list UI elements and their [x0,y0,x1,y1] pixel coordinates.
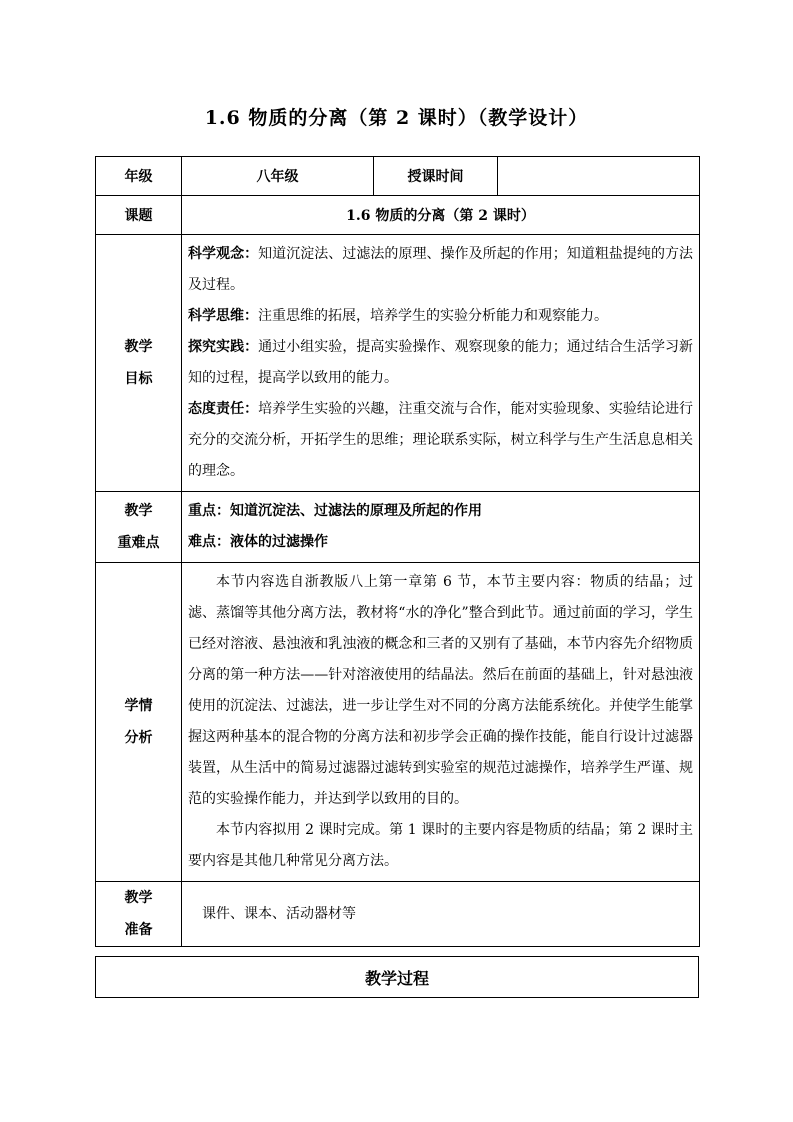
goals-label-line2: 目标 [124,371,153,387]
goal-text: 注重思维的拓展，培养学生的实验分析能力和观察能力。 [258,308,608,324]
analysis-paragraph-1: 本节内容选自浙教版八上第一章第 6 节，本节主要内容：物质的结晶；过滤、蒸馏等其他分离方法，教材将“水的净化”整合到此节。通过前面的学习，学生已经对溶液、悬浊液和乳浊液的概念和三者的又别有了基础，本节内容先介绍物质分离的第一种方法——针对溶液使用的结晶法。然后在前面的基础上，针对悬浊液使用的沉淀法、过滤法，进一步让学生对不同的分离方法能系统化。并使学生能掌握这两种基本的混合物的分离方法和初步学会正确的操作技能，能自行设计过滤器装置，从生活中的简易过滤器过滤转到实验室的规范过滤操作，培养学生严谨、规范的实验操作能力，并达到学以致用的目的。 [188,574,693,807]
prep-label-line2: 准备 [124,922,153,938]
goal-text: 通过小组实验，提高实验操作、观察现象的能力；通过结合生活学习新知的过程，提高学以致用的能力。 [188,339,694,386]
goal-head: 科学观念： [188,246,259,262]
analysis-label-line1: 学情 [124,698,153,714]
analysis-paragraph-2: 本节内容拟用 2 课时完成。第 1 课时的主要内容是物质的结晶；第 2 课时主要内容是其他几种常见分离方法。 [188,822,693,869]
grade-row [96,157,700,196]
key-label-line2: 重难点 [117,535,160,551]
topic-row [96,196,700,235]
goal-item [188,332,693,394]
goal-head: 探究实践： [188,339,259,355]
key-points-row [96,492,700,563]
goal-item [188,301,693,332]
time-label: 授课时间 [374,157,498,196]
key-label-line1: 教学 [124,503,153,519]
goal-head: 态度责任： [188,401,259,417]
analysis-label-line2: 分析 [124,730,153,746]
goal-text: 培养学生实验的兴趣，注重交流与合作，能对实验现象、实验结论进行充分的交流分析，开拓学生的思维；理论联系实际，树立科学与生产生活息息相关的理念。 [188,401,694,479]
preparation-content: 课件、课本、活动器材等 [182,882,700,947]
goal-item [188,394,693,487]
analysis-row [96,563,700,882]
preparation-label [96,882,182,947]
analysis-content [182,563,700,882]
lesson-plan-table [95,156,700,947]
grade-label: 年级 [96,157,182,196]
goal-text: 知道沉淀法、过滤法的原理、操作及所起的作用；知道粗盐提纯的方法及过程。 [188,246,694,293]
time-value [498,157,700,196]
goals-label-line1: 教学 [124,339,153,355]
key-point: 重点：知道沉淀法、过滤法的原理及所起的作用 [188,503,482,519]
topic-label: 课题 [96,196,182,235]
difficult-point: 难点：液体的过滤操作 [188,534,328,550]
goal-head: 科学思维： [188,308,258,324]
goals-row [96,235,700,492]
process-title-box [95,956,699,998]
process-title: 教学过程 [364,968,429,988]
grade-value: 八年级 [182,157,374,196]
key-points-content [182,492,700,563]
goals-content [182,235,700,492]
page-title: 1.6 物质的分离（第 2 课时）（教学设计） [204,107,589,129]
analysis-label [96,563,182,882]
preparation-row [96,882,700,947]
goal-item [188,239,693,301]
goals-label [96,235,182,492]
key-points-label [96,492,182,563]
prep-label-line1: 教学 [124,890,153,906]
topic-value: 1.6 物质的分离（第 2 课时） [182,196,700,235]
